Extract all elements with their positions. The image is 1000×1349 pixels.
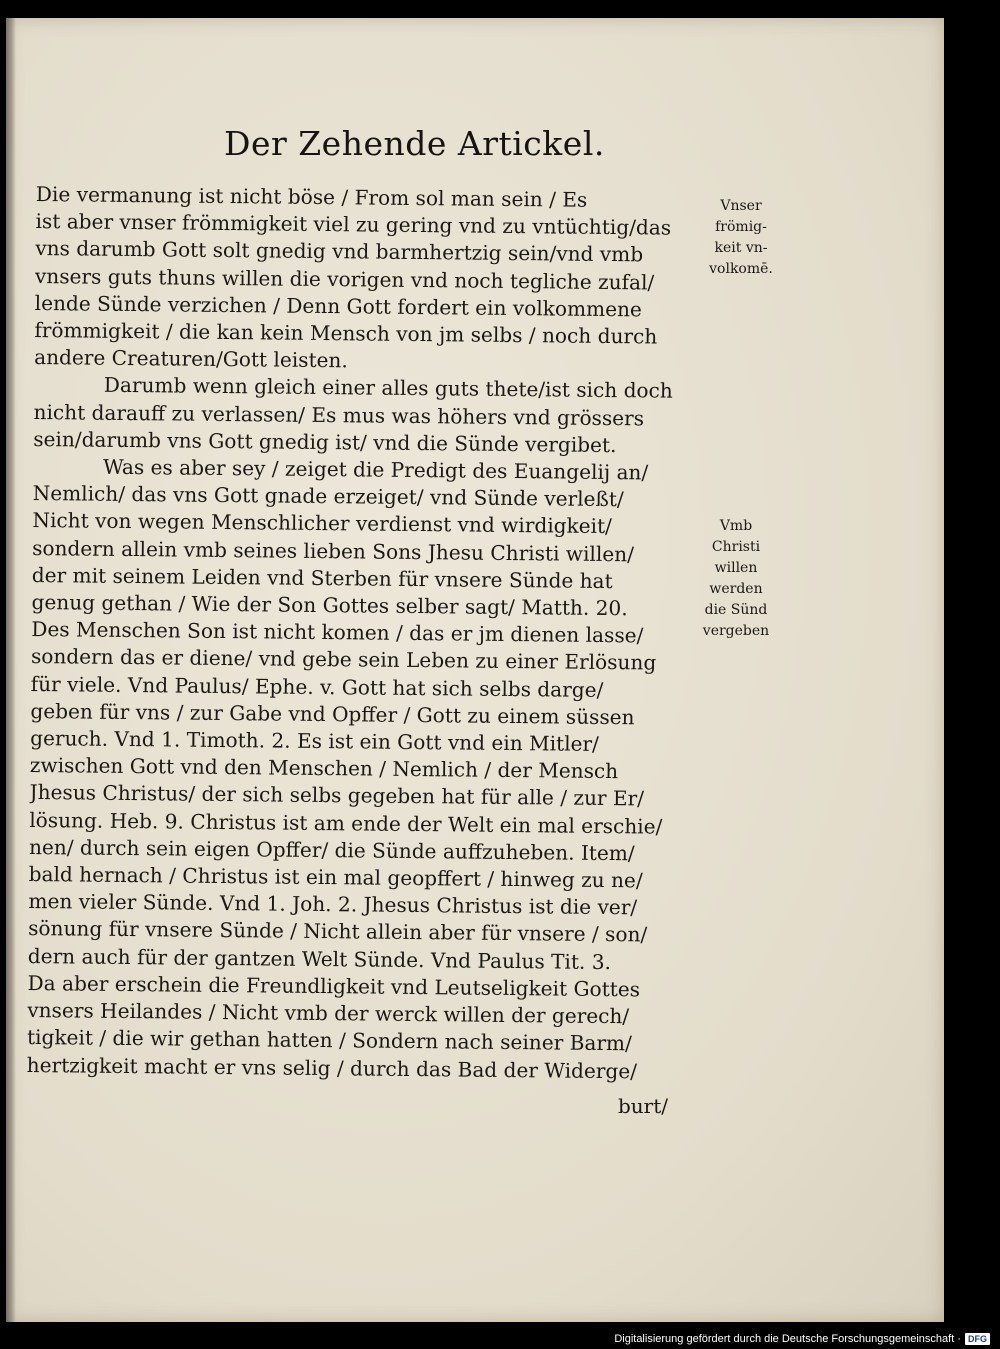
text-line: geruch. Vnd 1. Timoth. 2. Es ist ein Gott vnd ein Mitler/	[30, 726, 599, 756]
text-line: Die vermanung ist nicht böse / From sol man sein / Es	[35, 181, 588, 212]
text-line: nicht darauff zu verlassen/ Es mus was höhers vnd grössers	[33, 399, 645, 431]
dfg-logo-icon: DFG	[965, 1333, 990, 1345]
text-line: geben für vns / zur Gabe vnd Opffer / Gott zu einem süssen	[30, 698, 635, 730]
text-line: genug gethan / Wie der Son Gottes selber sagt/ Matth. 20.	[31, 590, 628, 621]
margin-note-line: Christi	[711, 539, 761, 555]
text-line: nen/ durch sein eigen Opffer/ die Sünde auffzuheben. Item/	[28, 834, 635, 866]
margin-note-line: volkomē.	[709, 261, 773, 277]
article-heading: Der Zehende Artickel.	[224, 124, 605, 163]
margin-note-line: werden	[709, 581, 763, 597]
digitization-footer	[614, 1333, 990, 1345]
text-line: lende Sünde verzichen / Denn Gott fordert ein volkommene	[34, 290, 642, 322]
paragraph-1	[34, 181, 700, 378]
text-line: men vieler Sünde. Vnd 1. Joh. 2. Jhesus Christus ist die ver/	[28, 889, 638, 920]
text-line: vnsers Heilandes / Nicht vmb der werck willen der gerech/	[27, 998, 630, 1029]
book-page	[6, 18, 944, 1322]
text-line: hertzigkeit macht er vns selig / durch das Bad der Widerge/	[26, 1052, 638, 1083]
margin-note-line: frömig-	[715, 219, 767, 235]
main-text-block	[27, 181, 700, 1086]
text-line: andere Creaturen/Gott leisten.	[34, 345, 348, 373]
text-line: bald hernach / Christus ist ein mal geopffert / hinweg zu ne/	[28, 862, 643, 893]
margin-note-2	[688, 516, 784, 642]
text-line: sein/darumb vns Gott gnedig ist/ vnd die Sünde vergibet.	[33, 426, 617, 457]
text-line: ist aber vnser frömmigkeit viel zu gering vnd zu vntüchtig/das	[35, 209, 672, 240]
funding-credit: Digitalisierung gefördert durch die Deutsche Forschungsgemeinschaft ·	[614, 1333, 961, 1345]
text-line: Jhesus Christus/ der sich selbs gegeben hat für alle / zur Er/	[29, 780, 645, 811]
text-line: sondern das er diene/ vnd gebe sein Leben zu einer Erlösung	[30, 644, 657, 675]
text-line: Nemlich/ das vns Gott gnade erzeiget/ vnd Sünde verleßt/	[32, 481, 624, 512]
margin-note-1	[696, 196, 786, 280]
text-line: sönung für vnsere Sünde / Nicht allein aber für vnsere / son/	[28, 916, 648, 947]
text-line: vnsers guts thuns willen die vorigen vnd noch tegliche zufal/	[34, 263, 655, 295]
text-line: dern auch für der gantzen Welt Sünde. Vnd Paulus Tit. 3.	[27, 943, 612, 974]
catchword: burt/	[618, 1094, 669, 1118]
page-gutter-shadow	[6, 18, 16, 1322]
text-line: Nicht von wegen Menschlicher verdienst vnd wirdigkeit/	[32, 508, 613, 539]
paragraph-3	[27, 453, 698, 1086]
margin-note-line: Vnser	[720, 198, 762, 214]
margin-note-line: vergeben	[702, 623, 770, 639]
text-line: Darumb wenn gleich einer alles guts thete/ist sich doch	[103, 373, 673, 404]
text-line: für viele. Vnd Paulus/ Ephe. v. Gott hat sich selbs darge/	[30, 671, 604, 702]
text-line: Da aber erschein die Freundligkeit vnd Leutseligkeit Gottes	[27, 970, 641, 1002]
paragraph-2	[33, 371, 698, 460]
text-line: sondern allein vmb seines lieben Sons Jhesu Christi willen/	[32, 535, 635, 566]
text-line: frömmigkeit / die kan kein Mensch von jm selbs / noch durch	[34, 318, 658, 349]
margin-note-line: Vmb	[719, 518, 753, 534]
text-line: Was es aber sey / zeiget die Predigt des Euangelij an/	[102, 454, 649, 485]
text-line: der mit seinem Leiden vnd Sterben für vnsere Sünde hat	[31, 562, 613, 593]
margin-note-line: keit vn-	[714, 240, 768, 256]
margin-note-line: die Sünd	[704, 602, 768, 618]
margin-note-line: willen	[714, 560, 758, 576]
text-line: zwischen Gott vnd den Menschen / Nemlich / der Mensch	[29, 753, 619, 784]
text-line: lösung. Heb. 9. Christus ist am ende der Welt ein mal erschie/	[29, 807, 663, 839]
text-line: vns darumb Gott solt gnedig vnd barmhertzig sein/vnd vmb	[35, 236, 644, 267]
text-line: tigkeit / die wir gethan hatten / Sondern nach seiner Barm/	[26, 1025, 632, 1056]
text-line: Des Menschen Son ist nicht komen / das er jm dienen lasse/	[31, 617, 644, 648]
